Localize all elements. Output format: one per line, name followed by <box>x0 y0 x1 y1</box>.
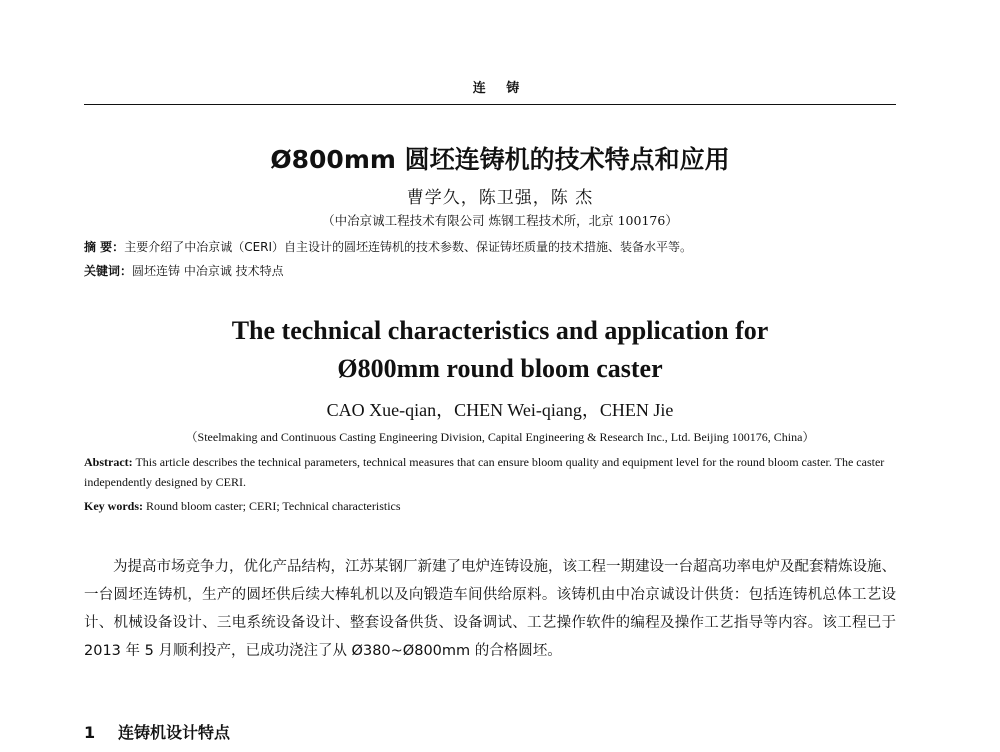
english-abstract-text: This article describes the technical parameters, technical measures that can ensure bloom quality and equipment level for the round bloom caster. The caster independently designed by CERI. <box>84 455 885 489</box>
chinese-title: Ø800mm 圆坯连铸机的技术特点和应用 <box>270 145 730 174</box>
section-number: 1 <box>84 723 96 742</box>
header-rule <box>84 104 896 105</box>
running-header: 连 铸 <box>472 81 528 96</box>
chinese-keywords-label: 关键词： <box>84 264 133 278</box>
chinese-authors: 曹学久，陈卫强，陈 杰 <box>406 188 594 208</box>
english-abstract <box>84 452 896 492</box>
english-keywords <box>84 499 896 514</box>
english-title-line-1: The technical characteristics and application for <box>231 316 769 345</box>
intro-paragraph: 为提高市场竞争力，优化产品结构，江苏某钢厂新建了电炉连铸设施，该工程一期建设一台超高功率电炉及配套精炼设施、一台圆坯连铸机，生产的圆坯供后续大棒轧机以及向锻造车间供给原料。该铸机由中冶京诚设计供货：包括连铸机总体工艺设计、机械设备设计、三电系统设备设计、整套设备供货、设备调试、工艺操作软件的编程及操作工艺指导等内容。该工程已于 2013 年 5 月顺利投产，已成功浇注了从 Ø380~Ø800mm 的合格圆坯。 <box>84 559 896 659</box>
chinese-abstract-text: 主要介绍了中冶京诚（CERI）自主设计的圆坯连铸机的技术参数、保证铸坯质量的技术措施、装备水平等。 <box>124 240 693 254</box>
chinese-abstract-label: 摘 要： <box>84 240 125 254</box>
english-keywords-label: Key words: <box>84 499 143 513</box>
chinese-keywords-text: 圆坯连铸 中冶京诚 技术特点 <box>132 264 284 278</box>
english-authors: CAO Xue-qian，CHEN Wei-qiang，CHEN Jie <box>326 400 674 420</box>
english-abstract-label: Abstract: <box>84 455 133 469</box>
section-heading <box>84 720 230 743</box>
chinese-keywords <box>84 262 896 279</box>
english-title-line-2: Ø800mm round bloom caster <box>337 354 663 383</box>
chinese-abstract <box>84 238 896 255</box>
section-title: 连铸机设计特点 <box>118 723 231 742</box>
chinese-affiliation: （中冶京诚工程技术有限公司 炼钢工程技术所，北京 100176） <box>322 213 678 228</box>
english-affiliation: （Steelmaking and Continuous Casting Engineering Division, Capital Engineering & Research Inc., Ltd. Beijing 100176, China） <box>185 430 815 444</box>
english-keywords-text: Round bloom caster; CERI; Technical characteristics <box>143 499 401 513</box>
